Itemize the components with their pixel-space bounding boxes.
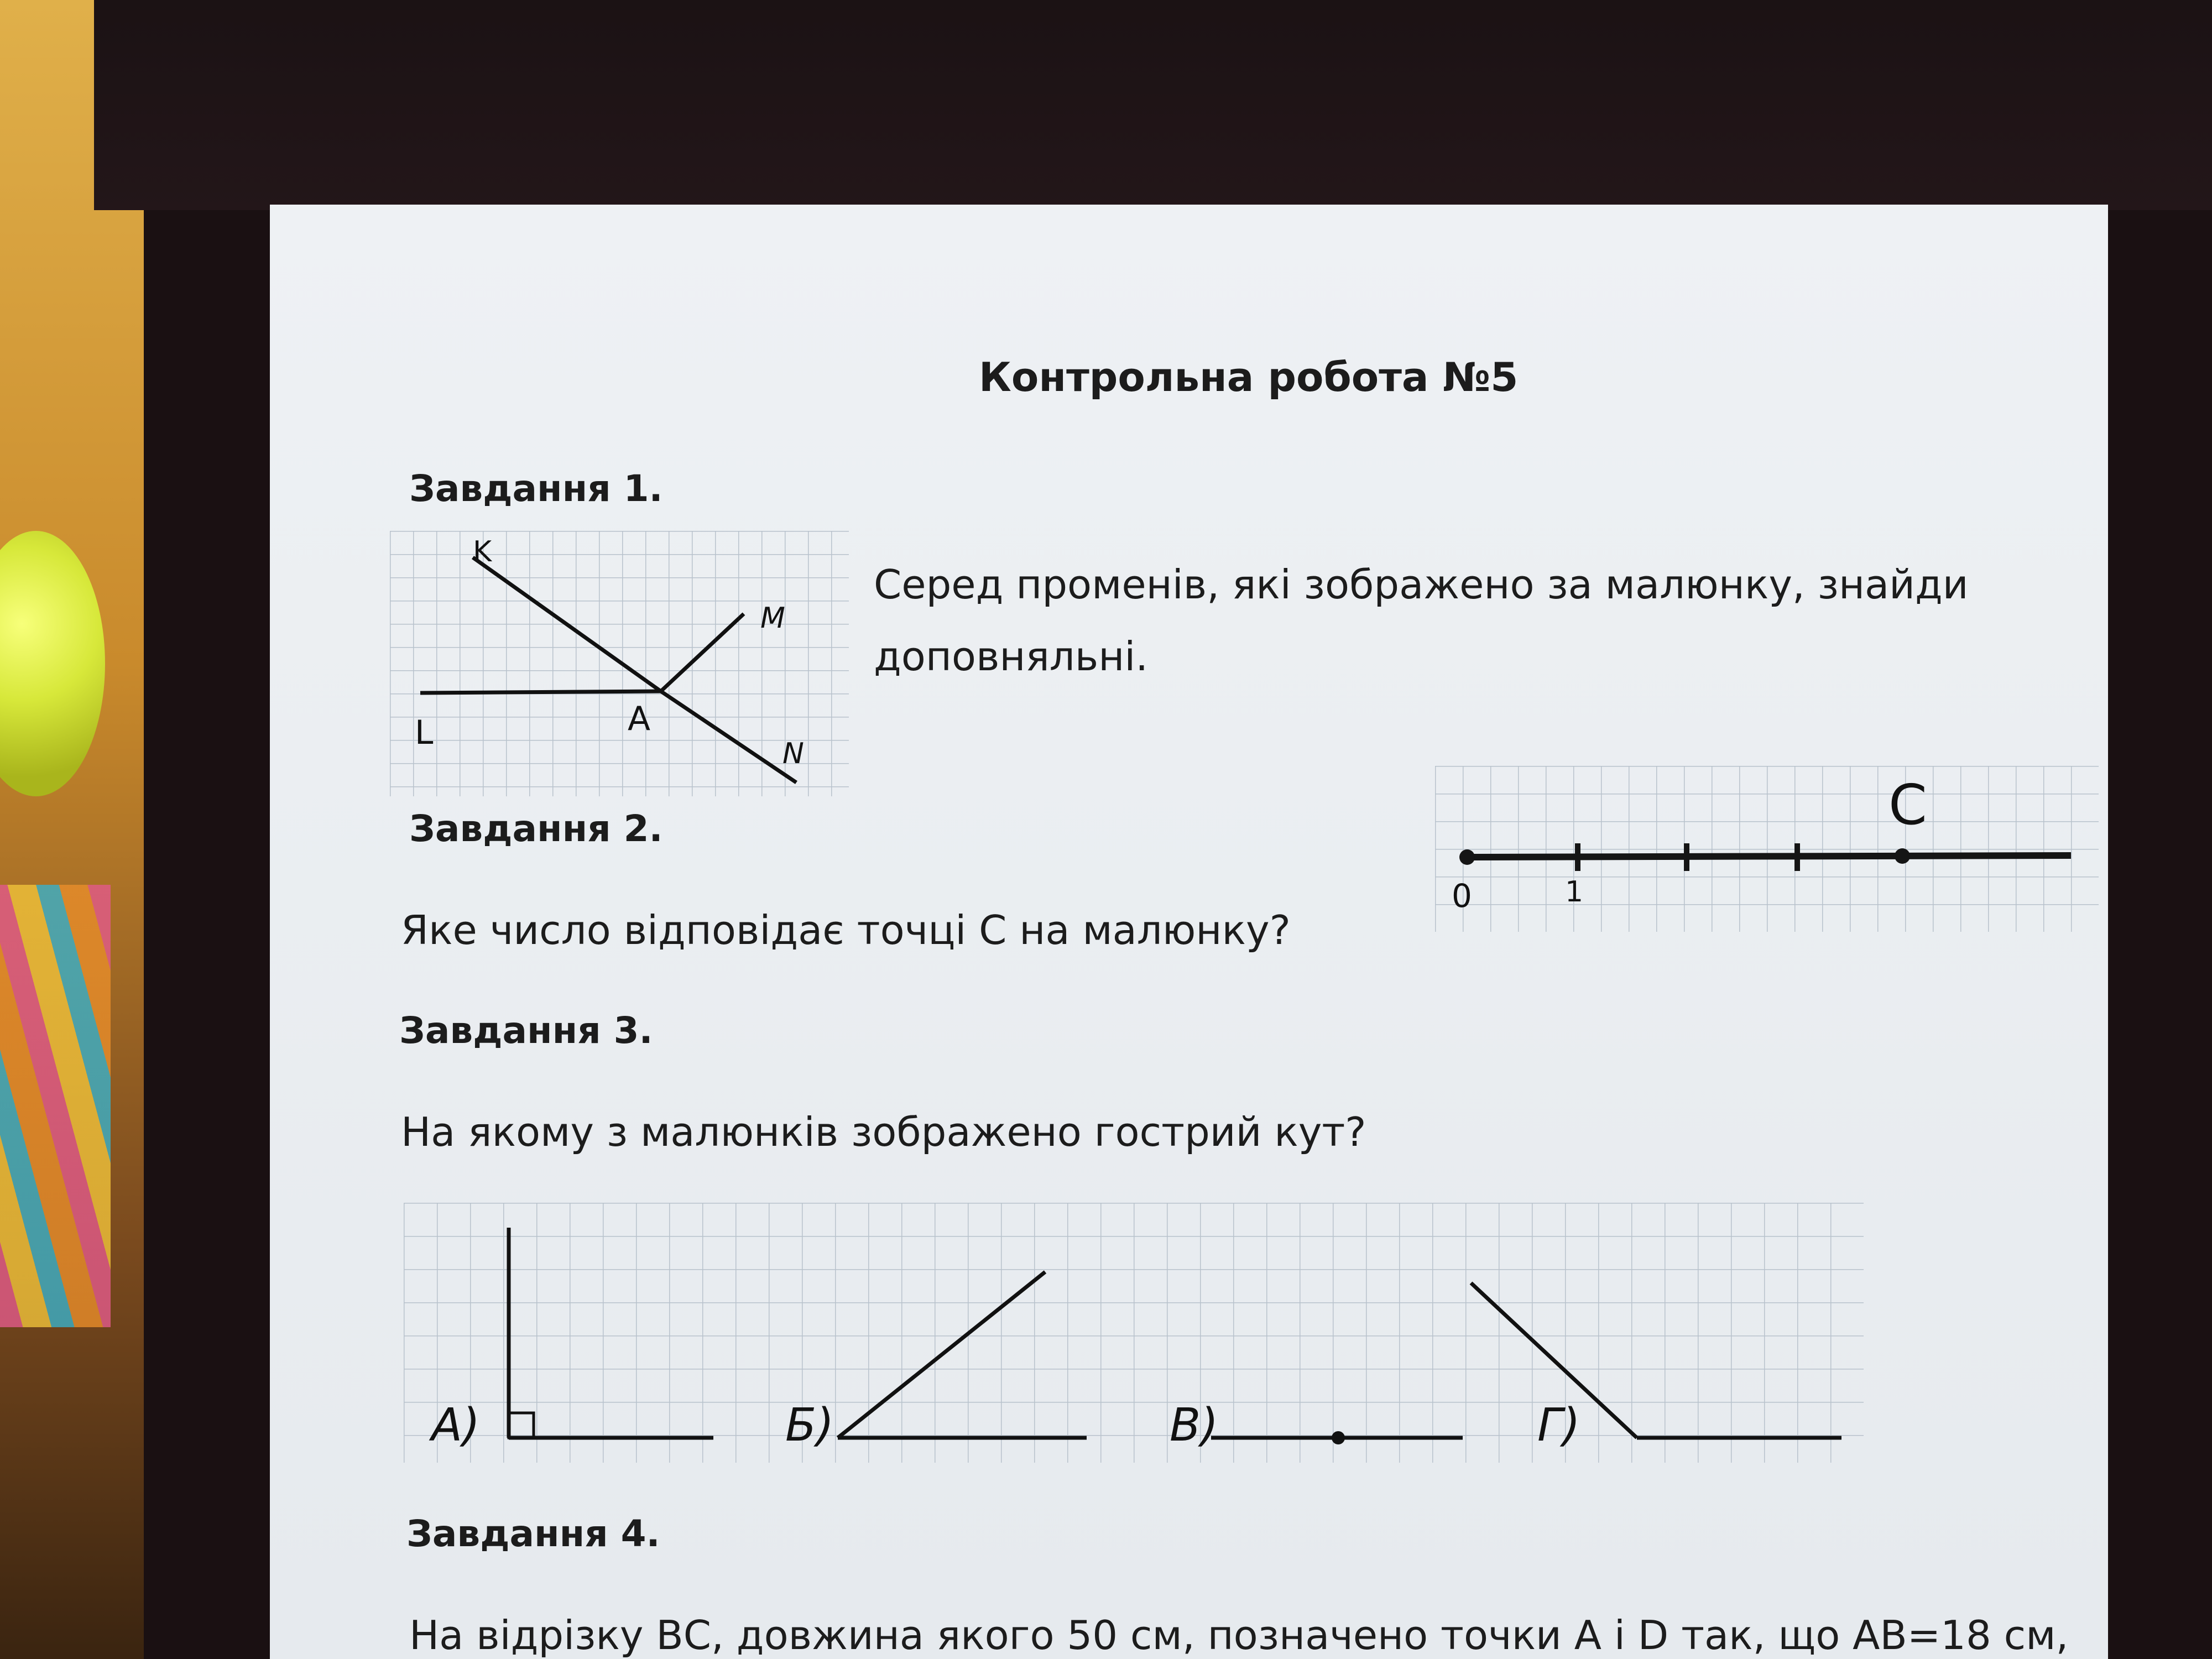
option-a-label: А) xyxy=(431,1399,481,1452)
task2-number-line xyxy=(1435,766,2099,932)
label-one: 1 xyxy=(1565,875,1584,909)
task1-text-line1: Серед променів, які зображено за малюнку, знайди xyxy=(874,561,1969,608)
label-n: N xyxy=(782,737,804,770)
task2-heading: Завдання 2. xyxy=(409,807,663,850)
task4-text-line1: На відрізку ВС, довжина якого 50 см, позначено точки А і D так, що АВ=18 см, xyxy=(409,1612,2069,1658)
option-c-label: В) xyxy=(1170,1399,1219,1452)
task1-heading: Завдання 1. xyxy=(409,467,663,510)
task2-question: Яке число відповідає точці С на малюнку? xyxy=(401,907,1291,953)
background-top xyxy=(94,0,2212,210)
task3-question: На якому з малюнків зображено гострий кут? xyxy=(401,1109,1366,1155)
option-b-label: Б) xyxy=(785,1399,834,1452)
label-m: M xyxy=(760,602,785,635)
task1-text-line2: доповняльні. xyxy=(874,633,1149,680)
ray-al xyxy=(420,691,661,693)
task3-heading: Завдання 3. xyxy=(399,1009,653,1052)
background-pencils xyxy=(0,885,111,1327)
option-d-label: Г) xyxy=(1537,1399,1580,1452)
task1-figure xyxy=(390,531,849,796)
task3-figures xyxy=(404,1203,1864,1463)
label-zero: 0 xyxy=(1452,877,1472,915)
worksheet-title: Контрольна робота №5 xyxy=(979,354,1519,400)
background-left xyxy=(0,0,144,1659)
label-a: A xyxy=(628,700,651,738)
label-c: C xyxy=(1888,773,1927,837)
label-k: K xyxy=(473,535,492,568)
label-l: L xyxy=(415,713,434,752)
task4-heading: Завдання 4. xyxy=(406,1512,660,1555)
